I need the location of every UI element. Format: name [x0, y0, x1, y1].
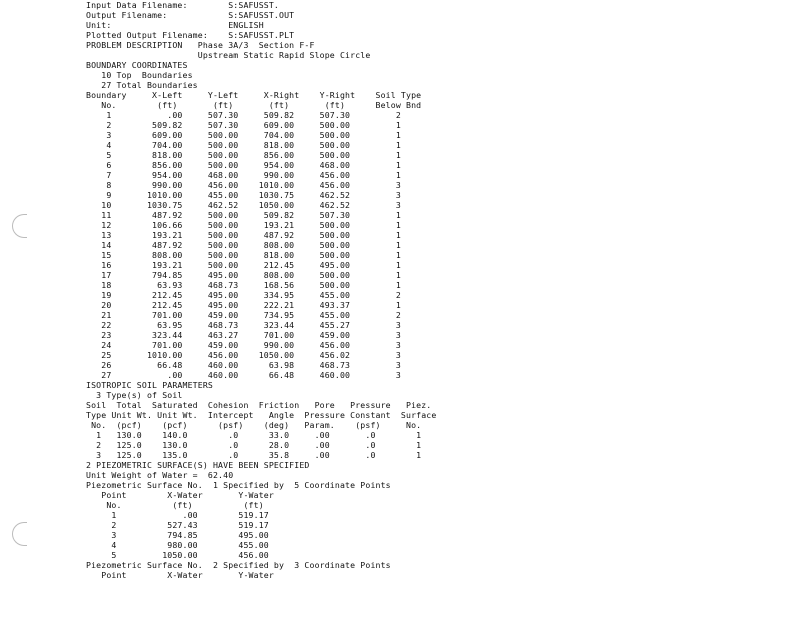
boundary-row: 21 701.00 459.00 734.95 455.00 2 [86, 310, 401, 320]
boundary-table-header: Boundary X-Left Y-Left X-Right Y-Right Soil Type [86, 90, 422, 100]
unit-line: Unit: ENGLISH [86, 20, 264, 30]
boundary-row: 2 509.82 507.30 609.00 500.00 1 [86, 120, 401, 130]
boundary-row: 10 1030.75 462.52 1050.00 462.52 3 [86, 200, 401, 210]
binder-hole-top [12, 214, 27, 238]
piezo-row: 2 527.43 519.17 [86, 520, 269, 530]
piezo-table-header: Point X-Water Y-Water [86, 490, 274, 500]
boundary-row: 19 212.45 495.00 334.95 455.00 2 [86, 290, 401, 300]
total-boundaries-count: 27 Total Boundaries [86, 80, 198, 90]
soil-row: 2 125.0 130.0 .0 28.0 .00 .0 1 [86, 440, 422, 450]
boundary-row: 24 701.00 459.00 990.00 456.00 3 [86, 340, 401, 350]
piezo-row: 1 .00 519.17 [86, 510, 269, 520]
soil-table-units: No. (pcf) (pcf) (psf) (deg) Param. (psf) No. [86, 420, 422, 430]
boundary-row: 13 193.21 500.00 487.92 500.00 1 [86, 230, 401, 240]
problem-description-2: Upstream Static Rapid Slope Circle [86, 50, 371, 60]
piezo-table-units: No. (ft) (ft) [86, 500, 264, 510]
boundary-row: 14 487.92 500.00 808.00 500.00 1 [86, 240, 401, 250]
soil-section-title: ISOTROPIC SOIL PARAMETERS [86, 380, 213, 390]
soil-row: 3 125.0 135.0 .0 35.8 .00 .0 1 [86, 450, 422, 460]
boundary-row: 27 .00 460.00 66.48 460.00 3 [86, 370, 401, 380]
soil-table-header: Soil Total Saturated Cohesion Friction Pore Pressure Piez. [86, 400, 432, 410]
problem-description: PROBLEM DESCRIPTION Phase 3A/3 Section F-F [86, 40, 315, 50]
output-filename-line: Output Filename: S:SAFUSST.OUT [86, 10, 295, 20]
binder-hole-bottom [12, 522, 27, 546]
boundary-row: 25 1010.00 456.00 1050.00 456.02 3 [86, 350, 401, 360]
boundary-row: 18 63.93 468.73 168.56 500.00 1 [86, 280, 401, 290]
boundary-row: 15 808.00 500.00 818.00 500.00 1 [86, 250, 401, 260]
boundary-row: 22 63.95 468.73 323.44 455.27 3 [86, 320, 401, 330]
boundary-row: 7 954.00 468.00 990.00 456.00 1 [86, 170, 401, 180]
top-boundaries-count: 10 Top Boundaries [86, 70, 193, 80]
piezo-row: 4 980.00 455.00 [86, 540, 269, 550]
boundary-row: 4 704.00 500.00 818.00 500.00 1 [86, 140, 401, 150]
soil-type-count: 3 Type(s) of Soil [86, 390, 183, 400]
piezo-surface-1-line: Piezometric Surface No. 1 Specified by 5 Coordinate Points [86, 480, 391, 490]
boundary-row: 5 818.00 500.00 856.00 500.00 1 [86, 150, 401, 160]
piezo-section-title: 2 PIEZOMETRIC SURFACE(S) HAVE BEEN SPECIFIED [86, 460, 310, 470]
boundary-row: 3 609.00 500.00 704.00 500.00 1 [86, 130, 401, 140]
boundary-row: 26 66.48 460.00 63.98 468.73 3 [86, 360, 401, 370]
boundary-row: 12 106.66 500.00 193.21 500.00 1 [86, 220, 401, 230]
boundary-row: 6 856.00 500.00 954.00 468.00 1 [86, 160, 401, 170]
boundary-row: 20 212.45 495.00 222.21 493.37 1 [86, 300, 401, 310]
boundary-row: 23 323.44 463.27 701.00 459.00 3 [86, 330, 401, 340]
boundary-section-title: BOUNDARY COORDINATES [86, 60, 188, 70]
boundary-table-units: No. (ft) (ft) (ft) (ft) Below Bnd [86, 100, 422, 110]
input-filename-line: Input Data Filename: S:SAFUSST. [86, 0, 280, 10]
plot-filename-line: Plotted Output Filename: S:SAFUSST.PLT [86, 30, 295, 40]
soil-table-header-2: Type Unit Wt. Unit Wt. Intercept Angle Pressure Constant Surface [86, 410, 437, 420]
boundary-row: 17 794.85 495.00 808.00 500.00 1 [86, 270, 401, 280]
boundary-row: 1 .00 507.30 509.82 507.30 2 [86, 110, 401, 120]
boundary-row: 8 990.00 456.00 1010.00 456.00 3 [86, 180, 401, 190]
boundary-row: 11 487.92 500.00 509.82 507.30 1 [86, 210, 401, 220]
water-unit-weight: Unit Weight of Water = 62.40 [86, 470, 234, 480]
soil-row: 1 130.0 140.0 .0 33.0 .00 .0 1 [86, 430, 422, 440]
piezo-surface-2-line: Piezometric Surface No. 2 Specified by 3 Coordinate Points [86, 560, 391, 570]
boundary-row: 16 193.21 500.00 212.45 495.00 1 [86, 260, 401, 270]
piezo-table-header-2: Point X-Water Y-Water [86, 570, 274, 580]
boundary-row: 9 1010.00 455.00 1030.75 462.52 3 [86, 190, 401, 200]
piezo-row: 5 1050.00 456.00 [86, 550, 269, 560]
piezo-row: 3 794.85 495.00 [86, 530, 269, 540]
